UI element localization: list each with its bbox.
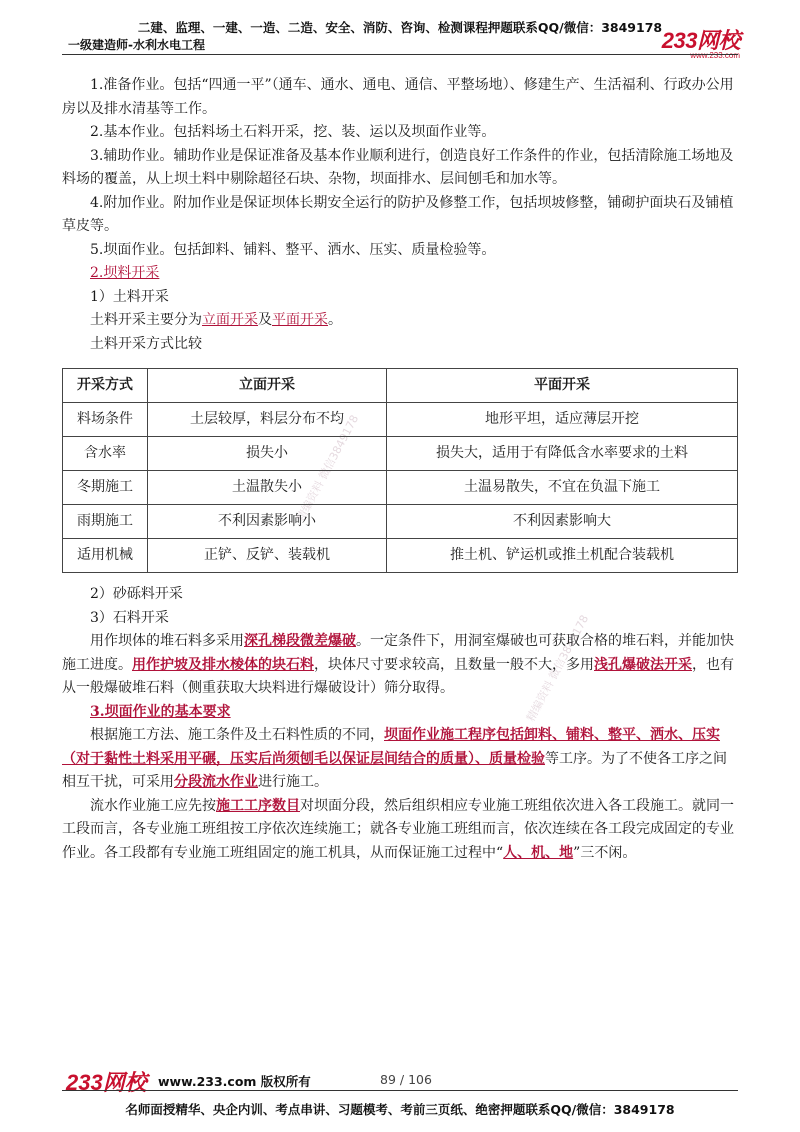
highlight-horizontal-extraction: 平面开采 — [272, 312, 328, 328]
table-cell: 损失小 — [148, 437, 387, 471]
highlight-revetment-stone: 用作护坡及排水棱体的块石料 — [132, 656, 314, 673]
paragraph-basic-work: 2.基本作业。包括料场土石料开采，挖、装、运以及坝面作业等。 — [90, 124, 496, 140]
table-row — [63, 471, 738, 505]
brand-logo-text: 233网校 — [661, 28, 740, 53]
table-cell: 不利因素影响大 — [387, 505, 738, 539]
paragraph-flow-work: 流水作业施工应先按施工工序数目对坝面分段，然后组织相应专业施工班组依次进入各工段施工。就同一工段而言，各专业施工班组按工序依次连续施工；就各专业施工班组而言，依次连续在各工段完成固定的专业作业。各工段都有专业施工班组固定的施工机具，从而保证施工过程中“人、机、地”三不闲。 — [62, 797, 734, 861]
highlight-segmented-flow-work: 分段流水作业 — [174, 774, 258, 790]
highlight-dam-surface-procedure: 坝面作业施工程序包括卸料、铺料、整平、洒水、压实（对于黏性土料采用平碾，压实后尚须刨毛以保证层间结合的质量）、质量检验 — [62, 727, 720, 767]
extraction-comparison-table — [62, 368, 738, 573]
subheading-stone-extraction: 3）石料开采 — [90, 609, 169, 626]
watermark: 精编资料 微信3849178 — [524, 612, 592, 724]
paragraph-prep-work: 1.准备作业。包括“四通一平”（通车、通水、通电、通信、平整场地）、修建生产、生活福利、行政办公用房以及排水清基等工作。 — [62, 77, 734, 117]
table-header: 平面开采 — [387, 369, 738, 403]
paragraph-aux-work: 3.辅助作业。辅助作业是保证准备及基本作业顺利进行，创造良好工作条件的作业，包括清除施工场地及料场的覆盖，从上坝土料中剔除超径石块、杂物，坝面排水、层间刨毛和加水等。 — [62, 147, 734, 187]
table-cell: 土温易散失，不宜在负温下施工 — [387, 471, 738, 505]
table-caption: 土料开采方式比较 — [90, 335, 202, 352]
paragraph-soil-extraction: 土料开采主要分为立面开采及平面开采。 — [90, 312, 342, 328]
paragraph-dam-surface-procedure: 根据施工方法、施工条件及土石料性质的不同，坝面作业施工程序包括卸料、铺料、整平、洒水、压实（对于黏性土料采用平碾，压实后尚须刨毛以保证层间结合的质量）、质量检验等工序。为了不使各工序之间相互干扰，可采用分段流水作业进行施工。 — [62, 727, 727, 790]
footer-ad-text: 名师面授精华、央企内训、考点串讲、习题模考、考前三页纸、绝密押题联系QQ/微信：3849178 — [125, 1102, 675, 1117]
table-cell: 损失大，适用于有降低含水率要求的土料 — [387, 437, 738, 471]
table-cell: 土温散失小 — [148, 471, 387, 505]
table-header-row — [63, 369, 738, 403]
brand-logo-url: www.233.com — [690, 51, 740, 60]
section-heading-dam-surface-requirements: 3.坝面作业的基本要求 — [90, 703, 231, 720]
table-cell: 含水率 — [63, 437, 148, 471]
table-cell: 冬期施工 — [63, 471, 148, 505]
table-cell: 推土机、铲运机或推土机配合装载机 — [387, 539, 738, 573]
subheading-soil-extraction: 1）土料开采 — [90, 288, 169, 305]
table-cell: 地形平坦，适应薄层开挖 — [387, 403, 738, 437]
table-cell: 正铲、反铲、装载机 — [148, 539, 387, 573]
watermark: 精编资料 微信3849178 — [294, 412, 362, 524]
highlight-shallow-hole-blasting: 浅孔爆破法开采 — [594, 656, 692, 673]
highlight-vertical-extraction: 立面开采 — [202, 312, 258, 328]
paragraph-stone-extraction: 用作坝体的堆石料多采用深孔梯段微差爆破。一定条件下，用洞室爆破也可获取合格的堆石料，并能加快施工进度。用作护坡及排水棱体的块石料，块体尺寸要求较高，且数量一般不大，多用浅孔爆破法开采，也有从一般爆破堆石料（侧重获取大块料进行爆破设计）筛分取得。 — [62, 633, 734, 696]
table-cell: 适用机械 — [63, 539, 148, 573]
document-subtitle: 一级建造师-水利水电工程 — [68, 38, 205, 52]
table-cell: 料场条件 — [63, 403, 148, 437]
table-cell: 不利因素影响小 — [148, 505, 387, 539]
header-divider — [62, 54, 738, 55]
table-header: 开采方式 — [63, 369, 148, 403]
paragraph-dam-surface-work: 5.坝面作业。包括卸料、铺料、整平、洒水、压实、质量检验等。 — [90, 241, 496, 258]
highlight-deep-hole-blasting: 深孔梯段微差爆破 — [244, 633, 356, 649]
table-header: 立面开采 — [148, 369, 387, 403]
highlight-people-machine-site: 人、机、地 — [503, 844, 574, 861]
table-row — [63, 403, 738, 437]
page-number: 89 / 106 — [380, 1072, 432, 1087]
footer-copyright: www.233.com 版权所有 — [158, 1074, 311, 1089]
table-row — [63, 437, 738, 471]
table-cell: 土层较厚，料层分布不均 — [148, 403, 387, 437]
footer-brand-logo[interactable]: 233网校 — [66, 1070, 147, 1095]
table-row — [63, 539, 738, 573]
document-body — [62, 74, 738, 865]
table-cell: 雨期施工 — [63, 505, 148, 539]
highlight-process-count: 施工工序数目 — [216, 797, 300, 814]
header-ad-text: 二建、监理、一建、一造、二造、安全、消防、咨询、检测课程押题联系QQ/微信：3849178 — [137, 20, 663, 35]
paragraph-additional-work: 4.附加作业。附加作业是保证坝体长期安全运行的防护及修整工作，包括坝坡修整，铺砌护面块石及铺植草皮等。 — [62, 194, 734, 234]
subheading-gravel-extraction: 2）砂砾料开采 — [90, 586, 183, 602]
table-row — [63, 505, 738, 539]
section-heading-material-extraction: 2.坝料开采 — [90, 265, 160, 281]
footer-divider — [62, 1090, 738, 1091]
